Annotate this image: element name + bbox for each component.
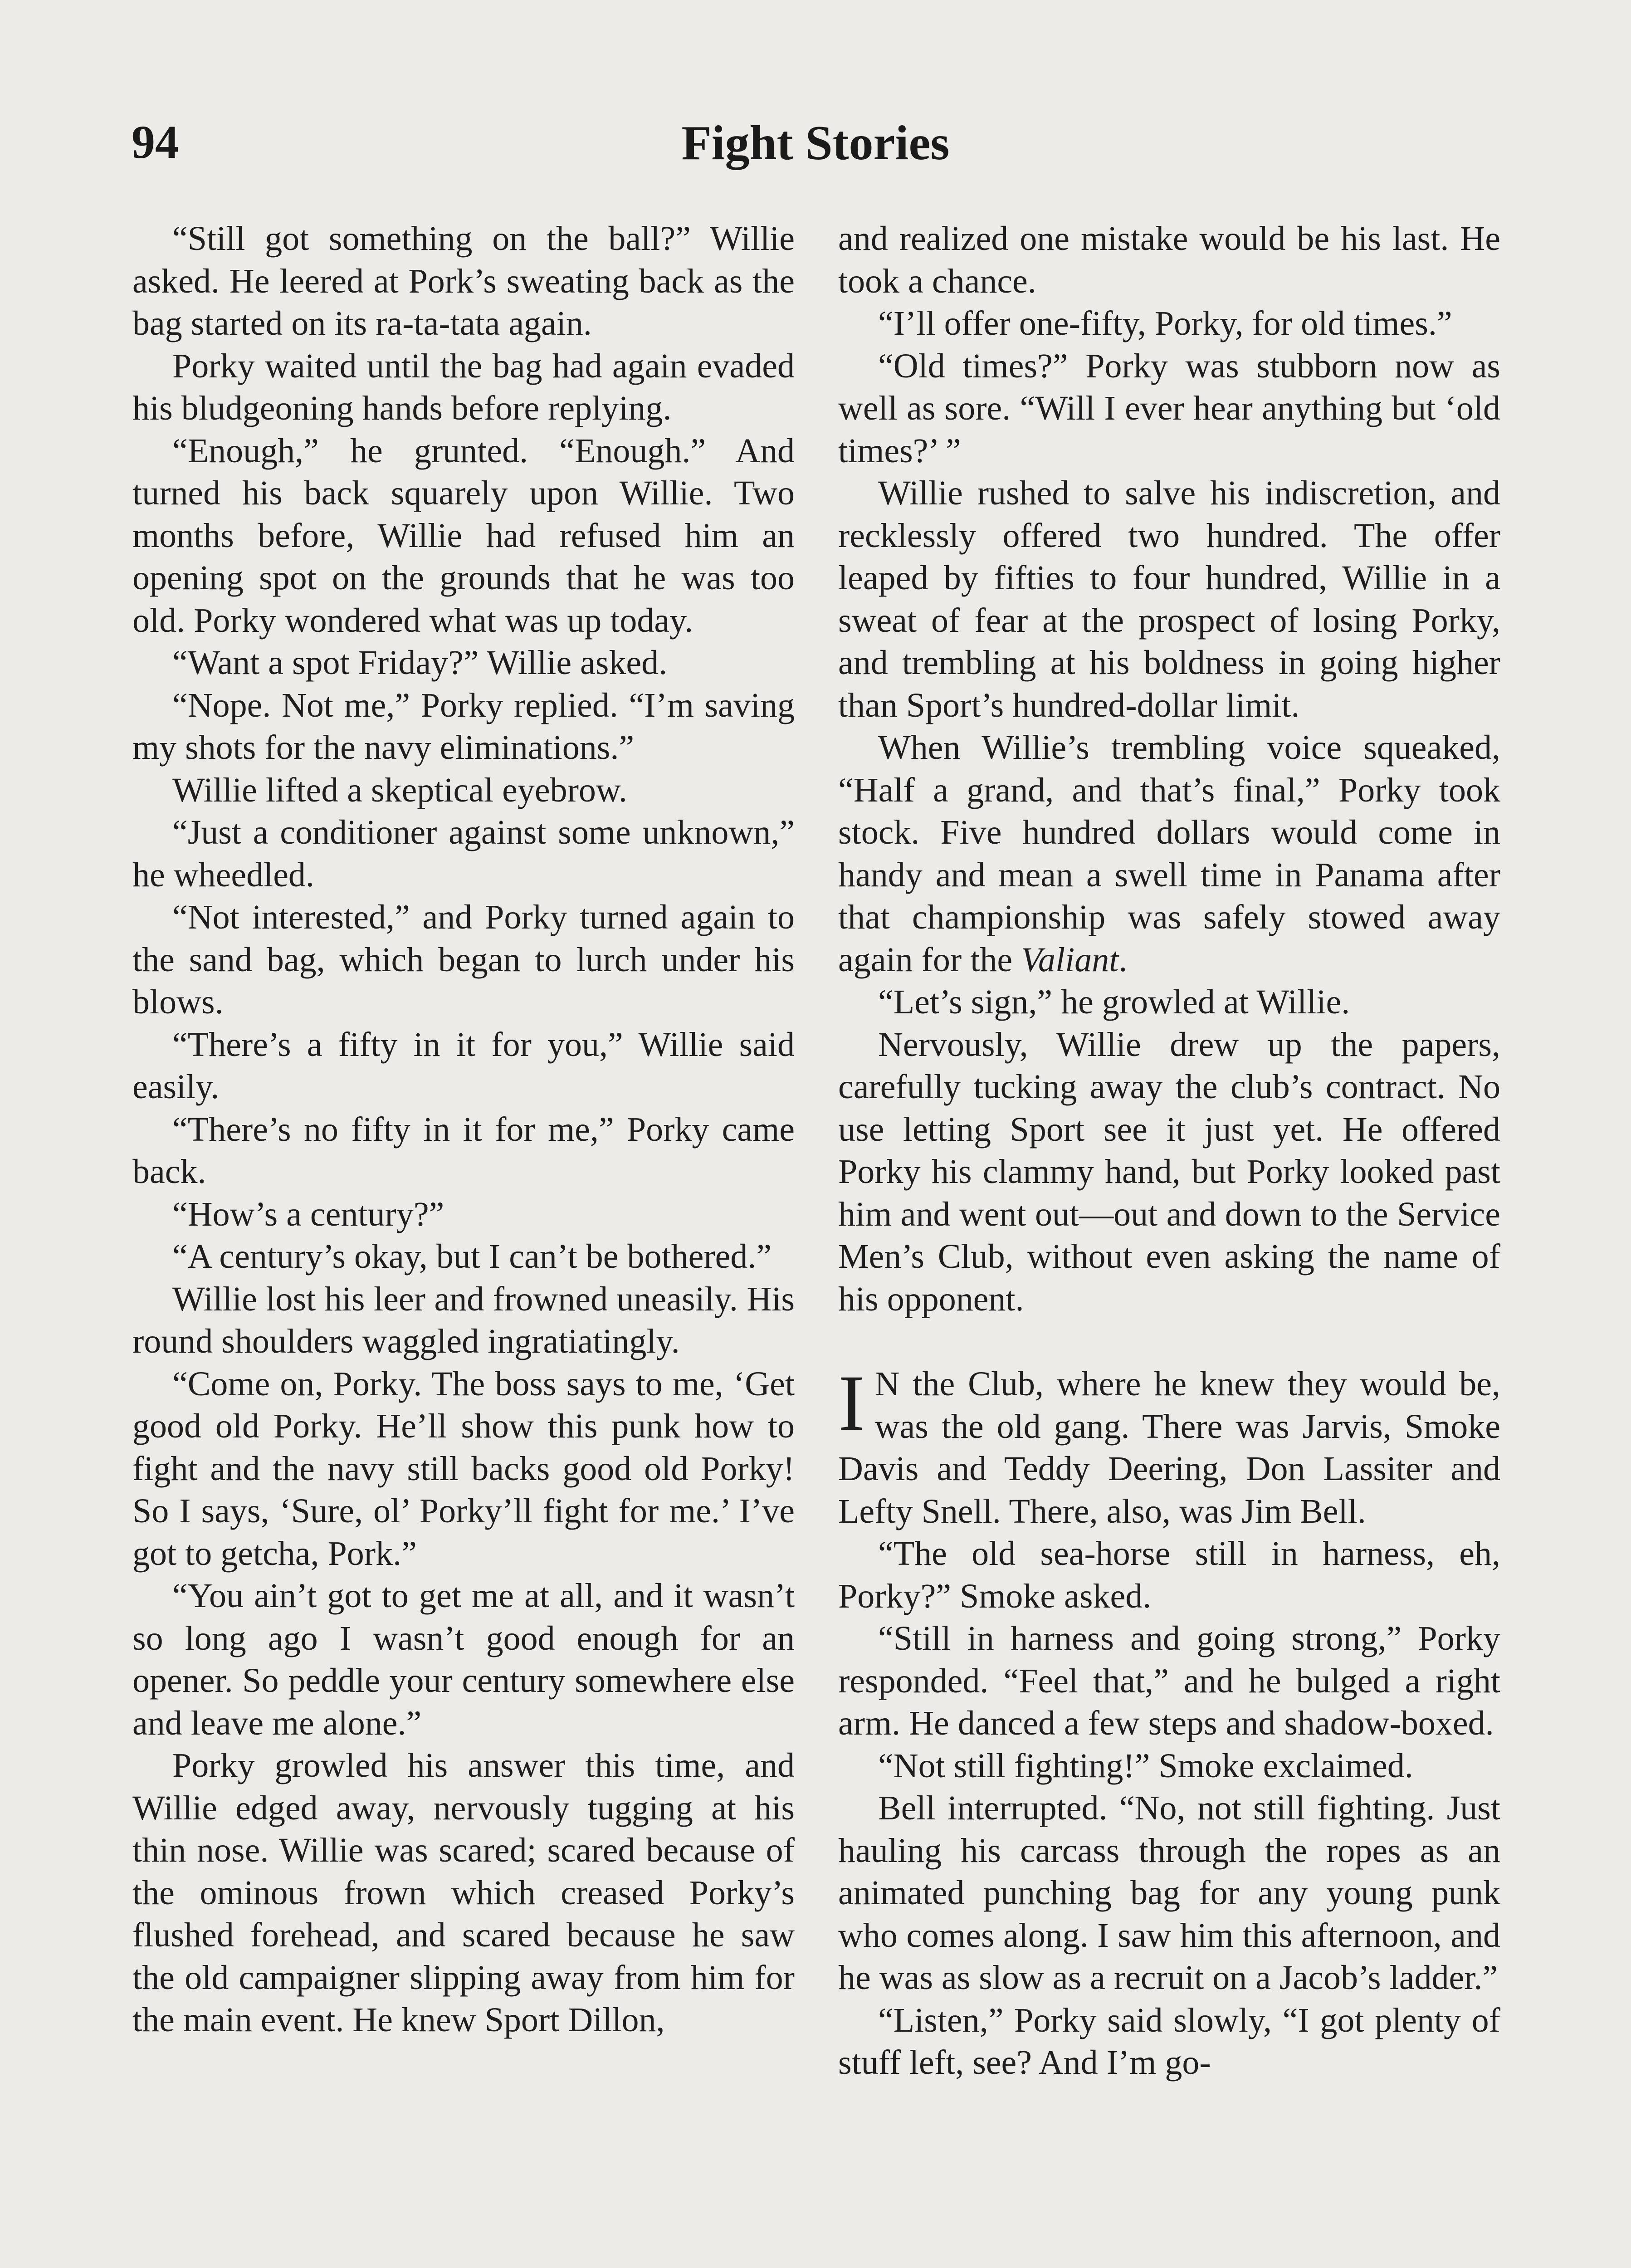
paragraph-text: N the Club, where he knew they would be, was the old gang. There was Jarvis, Smoke Davis and Teddy Deering, Don Lassiter and Lefty Snell. There, also, was Jim Bell.	[838, 1365, 1500, 1530]
paragraph: “Still got something on the ball?” Willie asked. He leered at Pork’s sweating back as the bag started on its ra-ta-tata again.	[132, 220, 795, 342]
drop-cap: I	[838, 1359, 865, 1447]
paragraph: Porky growled his answer this time, and Willie edged away, nervously tugging at his thin nose. Willie was scared; scared because of the ominous frown which creased Porky’s flushed forehead, and scared because he saw the old campaigner slipping away from him for the main event. He knew Sport Dillon,	[132, 1746, 795, 2039]
paragraph: Willie lost his leer and frowned uneasily. His round shoulders waggled ingratiatingly.	[132, 1280, 795, 1360]
paragraph-with-ship-name	[838, 727, 1500, 981]
paragraph: Willie rushed to salve his indiscretion, and recklessly offered two hundred. The offer leaped by fifties to four hundred, Willie in a sweat of fear at the prospect of losing Porky, and trembling at his boldness in going higher than Sport’s hundred-dollar limit.	[838, 474, 1500, 724]
ship-name-period: .	[1118, 940, 1128, 979]
paragraph: “The old sea-horse still in harness, eh, Porky?” Smoke asked.	[838, 1535, 1500, 1615]
paragraph: “A century’s okay, but I can’t be bothered.”	[172, 1237, 772, 1276]
paragraph-text: When Willie’s trembling voice squeaked, “Half a grand, and that’s final,” Porky took stock. Five hundred dollars would come in handy and mean a swell time in Panama after that championship was safely stowed away again for the	[838, 728, 1500, 979]
paragraph: “There’s no fifty in it for me,” Porky came back.	[132, 1110, 795, 1191]
page-number: 94	[132, 116, 179, 168]
paragraph: “Not interested,” and Porky turned again to the sand bag, which began to lurch under his blows.	[132, 898, 795, 1021]
paragraph: “Want a spot Friday?” Willie asked.	[172, 644, 668, 682]
paragraph: Bell interrupted. “No, not still fighting. Just hauling his carcass through the ropes as an animated punching bag for any young punk who comes along. I saw him this afternoon, and he was as slow as a recruit on a Jacob’s ladder.”	[838, 1789, 1500, 1997]
paragraph: “Not still fighting!” Smoke exclaimed.	[878, 1746, 1413, 1785]
paragraph-continued: and realized one mistake would be his last. He took a chance.	[838, 220, 1500, 300]
paragraph: “Old times?” Porky was stubborn now as well as sore. “Will I ever hear anything but ‘old times?’ ”	[838, 347, 1500, 470]
paragraph: Porky waited until the bag had again evaded his bludgeoning hands before replying.	[132, 347, 795, 427]
paragraph: “Enough,” he grunted. “Enough.” And turned his back squarely upon Willie. Two months before, Willie had refused him an opening spot on the grounds that he was too old. Porky wondered what was up today.	[132, 431, 795, 640]
paragraph: “Listen,” Porky said slowly, “I got plenty of stuff left, see? And I’m go-	[838, 2001, 1500, 2082]
paragraph: “I’ll offer one-fifty, Porky, for old times.”	[878, 304, 1452, 342]
left-column	[132, 218, 795, 2042]
paragraph: “Let’s sign,” he growled at Willie.	[878, 983, 1350, 1021]
right-column	[838, 218, 1500, 2084]
section-opening-paragraph	[838, 1359, 1500, 1533]
paragraph: “Nope. Not me,” Porky replied. “I’m saving my shots for the navy eliminations.”	[132, 686, 795, 767]
paragraph: Willie lifted a skeptical eyebrow.	[172, 771, 627, 809]
paragraph: “There’s a fifty in it for you,” Willie said easily.	[132, 1025, 795, 1106]
running-title: Fight Stories	[681, 116, 950, 170]
paragraph: “Still in harness and going strong,” Porky responded. “Feel that,” and he bulged a right arm. He danced a few steps and shadow-boxed.	[838, 1619, 1500, 1742]
ship-name: Valiant	[1021, 940, 1119, 979]
section-break	[838, 1320, 1500, 1363]
paragraph: Nervously, Willie drew up the papers, carefully tucking away the club’s contract. No use letting Sport see it just yet. He offered Porky his clammy hand, but Porky looked past him and went out—out and down to the Service Men’s Club, without even asking the name of his opponent.	[838, 1025, 1500, 1318]
paragraph: “How’s a century?”	[172, 1195, 444, 1233]
paragraph: “Come on, Porky. The boss says to me, ‘Get good old Porky. He’ll show this punk how to fight and the navy still backs good old Porky! So I says, ‘Sure, ol’ Porky’ll fight for me.’ I’ve got to getcha, Pork.”	[132, 1364, 795, 1573]
paragraph: “You ain’t got to get me at all, and it wasn’t so long ago I wasn’t good enough for an opener. So peddle your century somewhere else and leave me alone.”	[132, 1577, 795, 1742]
paragraph: “Just a conditioner against some unknown,” he wheedled.	[132, 813, 795, 894]
